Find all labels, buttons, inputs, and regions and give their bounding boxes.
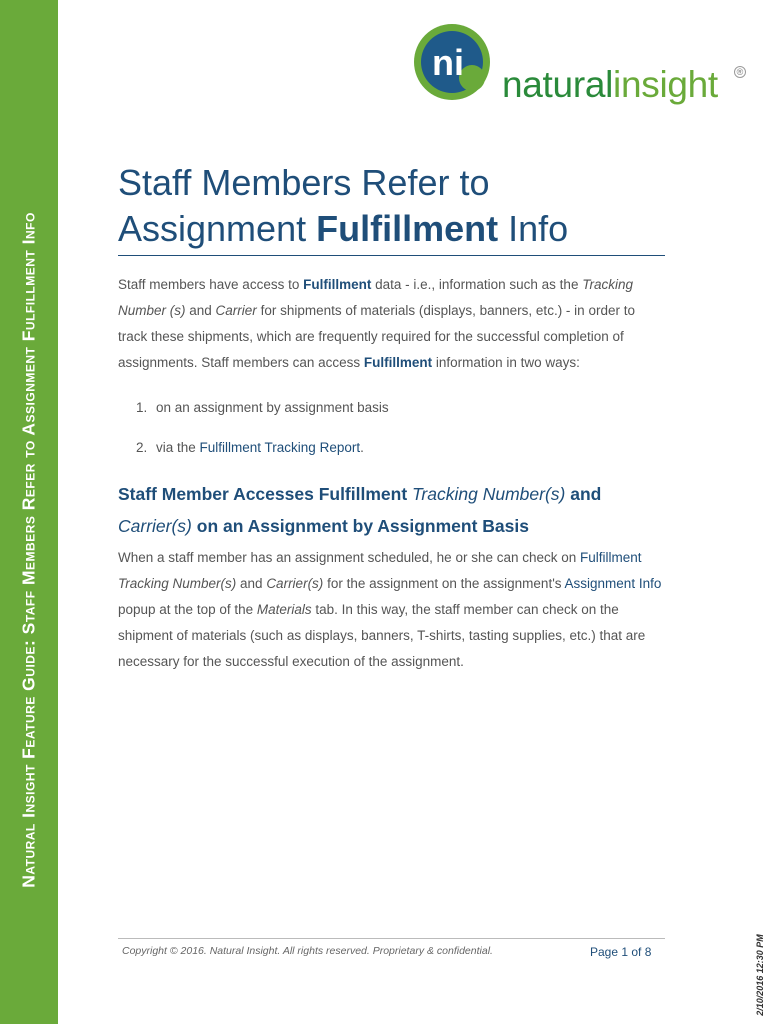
para-text-6: tab. In this way, the staff member can check on the shipment of materials (such as displays, banners, T-shirts, tasting supplies, etc.) that are necessary for the successful execution of the assignment. [118, 602, 646, 669]
para-italic-materials: Materials [256, 602, 312, 617]
para-text-1: When a staff member has an assignment scheduled, he or she can check on [118, 550, 581, 565]
footer-page-number: Page 1 of 8 [590, 945, 652, 959]
section-heading-part-5: on an Assignment by Assignment Basis [191, 516, 529, 536]
intro-text-5: information in two ways: [432, 355, 580, 370]
para-text-4: for the assignment on the assignment's [323, 576, 565, 591]
para-text-3: and [236, 576, 267, 591]
list-item-text-end: . [360, 440, 364, 455]
list-item-text: on an assignment by assignment basis [156, 400, 389, 415]
registered-mark: ® [734, 66, 746, 78]
footer-divider [118, 938, 665, 939]
section-heading-part-3: and [565, 484, 602, 504]
ni-logo-icon [410, 20, 500, 105]
logo-brand-insight: insight [613, 64, 718, 105]
section-heading-italic-tracking: Tracking Number(s) [412, 484, 566, 504]
intro-paragraph [118, 272, 666, 376]
para-italic-carrier: Carrier(s) [266, 576, 324, 591]
footer-copyright: Copyright © 2016. Natural Insight. All rights reserved. Proprietary & confidential. [122, 945, 493, 957]
list-item [136, 400, 389, 415]
para-italic-tracking: Tracking Number(s) [118, 576, 237, 591]
intro-text-4: for shipments of materials (displays, banners, etc.) - in order to track these shipments, which are frequently required for the successful completion of assignments. Staff members can access [118, 303, 635, 370]
section-heading [118, 478, 666, 542]
logo-mark-text: ni [432, 42, 464, 83]
list-item-number: 1. [136, 400, 148, 415]
para-keyword-fulfillment: Fulfillment [580, 550, 642, 565]
intro-italic-tracking: Tracking Number (s) [118, 277, 633, 318]
title-line1: Staff Members Refer to [118, 162, 490, 203]
page-title [118, 160, 668, 252]
title-line2-bold: Fulfillment [316, 208, 499, 249]
intro-keyword-fulfillment: Fulfillment [303, 277, 372, 292]
logo-brand-natural: natural [502, 64, 614, 105]
list-item-text: via the [156, 440, 200, 455]
assignment-paragraph [118, 545, 666, 675]
footer-date: 2/10/2016 12:30 PM [755, 934, 765, 1016]
list-item-number: 2. [136, 440, 148, 455]
sidebar-title: Natural Insight Feature Guide: Staff Members Refer to Assignment Fulfillment Info [18, 212, 39, 888]
intro-text-3: and [185, 303, 216, 318]
intro-text-1: Staff members have access to [118, 277, 304, 292]
section-heading-italic-carrier: Carrier(s) [118, 516, 192, 536]
fulfillment-tracking-report-link[interactable]: Fulfillment Tracking Report [199, 440, 361, 455]
title-line2-pre: Assignment [118, 208, 317, 249]
para-keyword-assignment-info: Assignment Info [564, 576, 662, 591]
natural-insight-logo [410, 20, 750, 105]
title-line2-post: Info [498, 208, 569, 249]
title-divider [118, 255, 665, 256]
logo-wordmark [502, 64, 718, 106]
section-heading-part-1: Staff Member Accesses Fulfillment [118, 484, 413, 504]
para-text-5: popup at the top of the [118, 602, 257, 617]
intro-text-2: data - i.e., information such as the [371, 277, 583, 292]
intro-italic-carrier: Carrier [215, 303, 257, 318]
list-item [136, 440, 364, 455]
sidebar-band [0, 0, 58, 1024]
intro-keyword-fulfillment-2: Fulfillment [363, 355, 433, 370]
